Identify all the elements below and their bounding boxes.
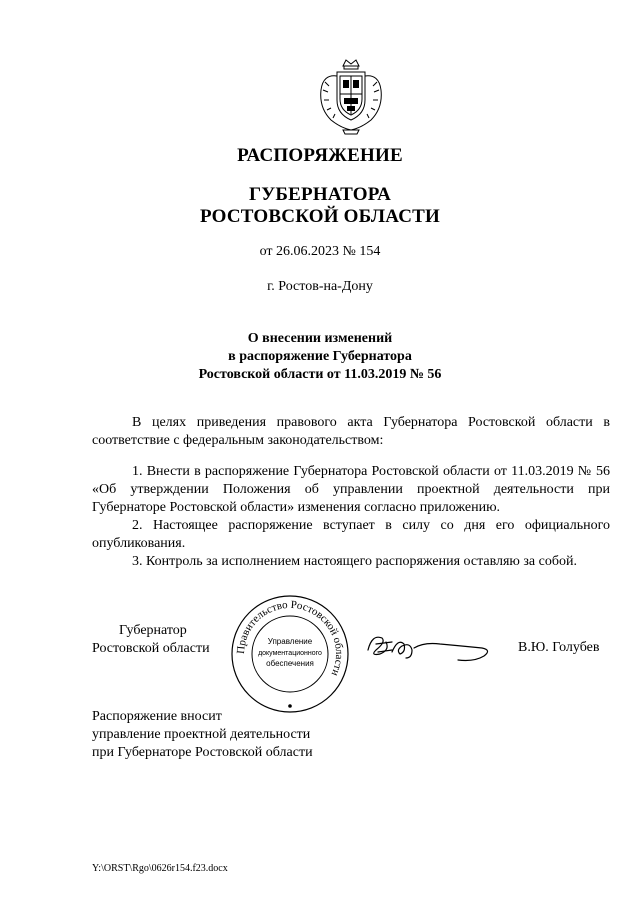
seal-center-line1: Управление: [267, 637, 313, 646]
document-city: г. Ростов-на-Дону: [267, 279, 373, 294]
coat-of-arms-icon: [313, 56, 389, 136]
executor-line3: при Губернаторе Ростовской области: [92, 745, 313, 760]
seal-center-line3: обеспечения: [266, 659, 314, 668]
issuer-title-line1: ГУБЕРНАТОРА: [248, 184, 391, 205]
preamble-text: В целях приведения правового акта Губернатора Ростовской области в соответствие с федеральным законодательством:: [92, 415, 610, 448]
resolution-item-3: 3. Контроль за исполнением настоящего распоряжения оставляю за собой.: [132, 554, 577, 569]
signatory-position: [92, 622, 210, 658]
subject-line: Ростовской области от 11.03.2019 № 56: [198, 367, 442, 382]
document-type-title: РАСПОРЯЖЕНИЕ: [237, 145, 403, 166]
seal-center-line2: документационного: [258, 650, 322, 657]
executor-line1: Распоряжение вносит: [92, 709, 222, 724]
document-date-number: от 26.06.2023 № 154: [259, 244, 381, 259]
handwritten-signature: [362, 628, 496, 666]
signatory-position-line1: Губернатор: [119, 623, 187, 638]
subject-line: О внесении изменений: [247, 331, 393, 346]
official-seal-stamp: [228, 592, 352, 716]
signatory-position-line2: Ростовской области: [92, 641, 210, 656]
subject-line: в распоряжение Губернатора: [228, 349, 412, 364]
resolution-items: [92, 463, 610, 571]
signatory-name: В.Ю. Голубев: [518, 640, 600, 655]
issuer-title-line2: РОСТОВСКОЙ ОБЛАСТИ: [199, 206, 440, 227]
seal-ring-text: Правительство Ростовской области: [234, 598, 346, 678]
preamble: [92, 414, 610, 450]
resolution-item-1: 1. Внести в распоряжение Губернатора Ростовской области от 11.03.2019 № 56 «Об утверждении Положения об управлении проектной деятельности при Губернаторе Ростовской области» изменения согласно приложению.: [92, 464, 610, 515]
file-path-footer: Y:\ORST\Rgo\0626r154.f23.docx: [92, 863, 228, 874]
executor-block: [92, 708, 313, 762]
resolution-item-2: 2. Настоящее распоряжение вступает в силу со дня его официального опубликования.: [92, 518, 610, 551]
executor-line2: управление проектной деятельности: [92, 727, 311, 742]
document-subject: [0, 330, 640, 384]
